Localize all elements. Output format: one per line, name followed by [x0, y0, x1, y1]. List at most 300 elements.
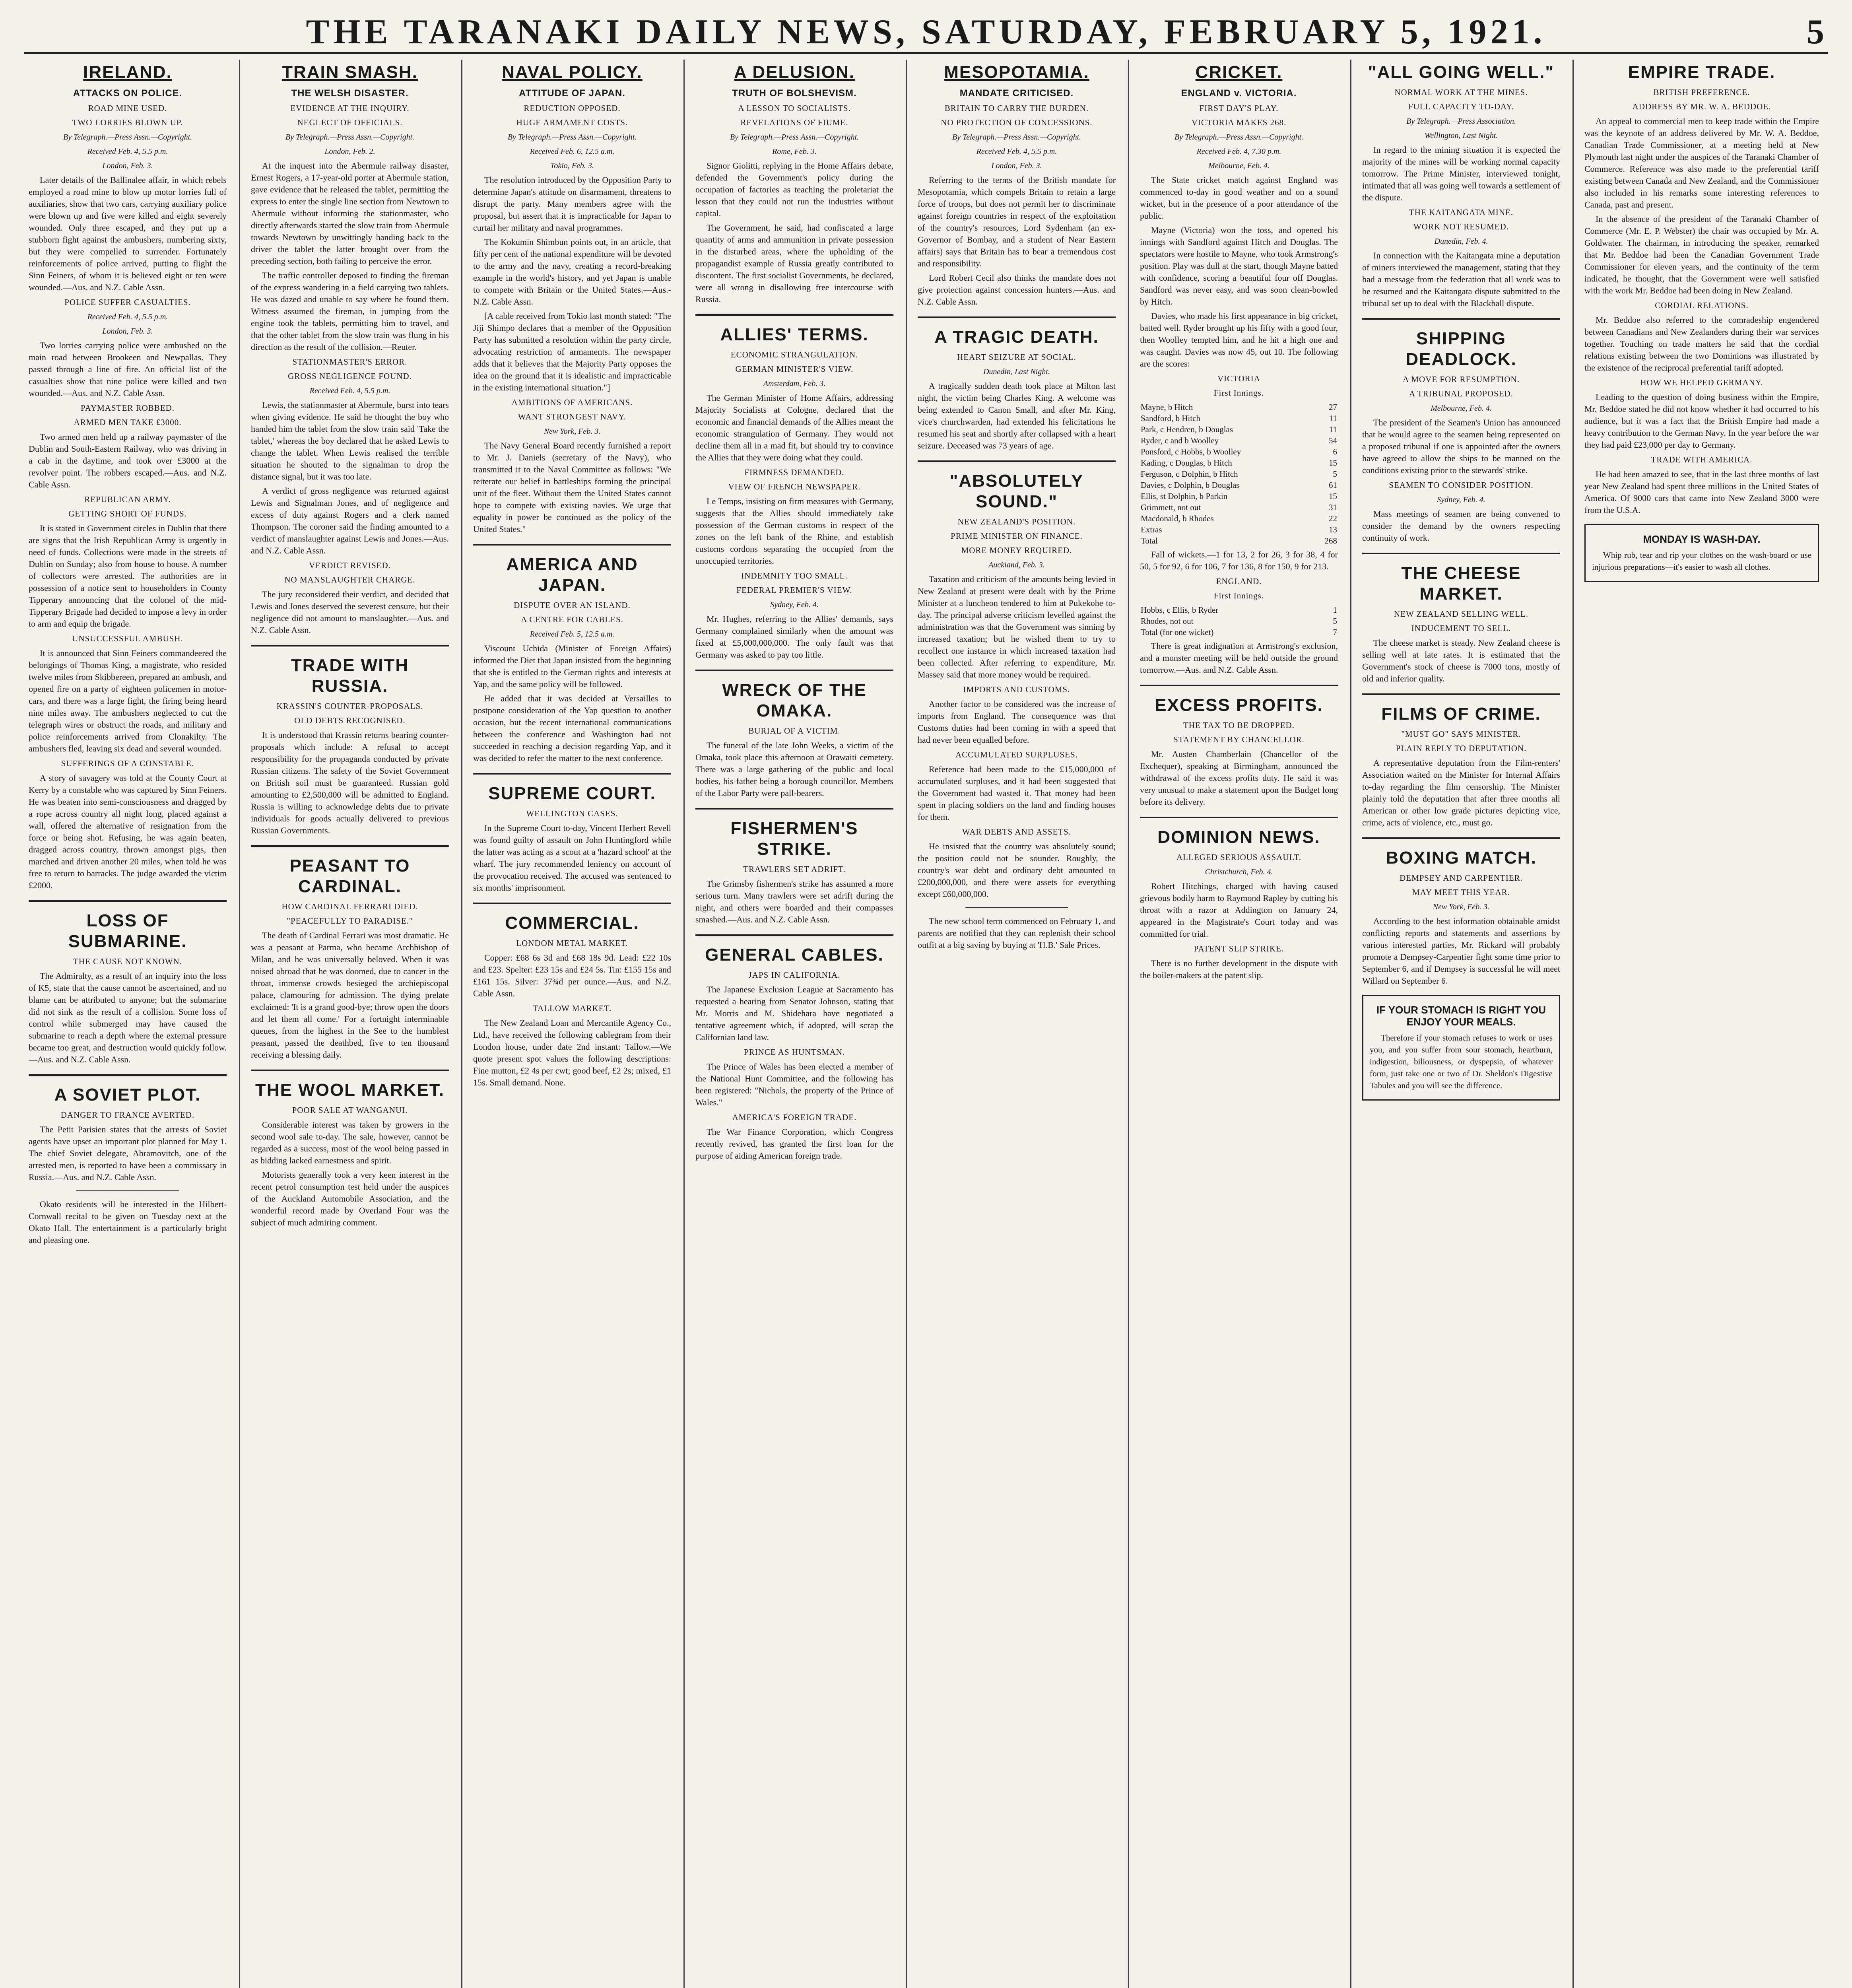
runs: 11 [1329, 425, 1337, 434]
score-row [1140, 413, 1338, 424]
batsman-entry: Total [1141, 536, 1158, 546]
batsman-entry: Ponsford, c Hobbs, b Woolley [1141, 447, 1241, 456]
subhead: NORMAL WORK AT THE MINES. [1394, 87, 1528, 97]
dateline: Received Feb. 6, 12.5 a.m. [530, 147, 615, 156]
headline-train-smash: TRAIN SMASH. [282, 62, 418, 82]
article-paragraph: Mr. Beddoe also referred to the comradeship engendered between Canadians and New Zealanders during their war services together. Touching on trade matters he said that the cordial relations existing between the two Dominions was illustrated by the existence of the reciprocal preferential tariff adopted. [1584, 315, 1819, 373]
subhead: HOW WE HELPED GERMANY. [1640, 378, 1763, 387]
ad-heading: IF YOUR STOMACH IS RIGHT YOU ENJOY YOUR MEALS. [1376, 1004, 1546, 1028]
section-divider [251, 645, 449, 646]
article-paragraph: Leading to the question of doing business within the Empire, Mr. Beddoe stated he did not know whether it had occurred to his audience, but it was a fact that the British Empire had made a heavy contribution to the German Navy. In the year before the war they had paid £23,000 per day to Germany. [1584, 392, 1819, 450]
subhead: GROSS NEGLIGENCE FOUND. [288, 371, 412, 381]
score-row [1140, 468, 1338, 480]
victoria-scorecard [1140, 402, 1338, 546]
byline: By Telegraph.—Press Association. [1406, 117, 1516, 126]
article-paragraph: He insisted that the country was absolutely sound; the position could not be sounder. Roughly, the country's war debt and ordinary debt amounted to £200,000,000, and there were assets for everything except £60,000,000. [918, 841, 1116, 899]
column-4 [695, 60, 893, 1988]
dateline: Dunedin, Feb. 4. [1434, 237, 1488, 246]
subhead: ARMED MEN TAKE £3000. [74, 417, 182, 427]
article-paragraph: He added that it was decided at Versailles to postpone consideration of the Yap question to another occasion, but the recent international communications between the conference and Washington had not succeeded in reaching a decision regarding Yap, and it was decided to refer the matter to the next conference. [473, 693, 671, 763]
score-row [1140, 491, 1338, 502]
dateline: London, Feb. 3. [102, 161, 153, 170]
article-paragraph: Mass meetings of seamen are being convened to consider the demand by the owners respecting continuity of work. [1362, 509, 1560, 543]
subhead: TRUTH OF BOLSHEVISM. [732, 88, 857, 99]
article-paragraph: Le Temps, insisting on firm measures with Germany, suggests that the Allies should immediately take possession of the German customs in respect of the zones on the left bank of the Rhine, and establish customs cordons separating the occupied from the unoccupied territories. [695, 496, 893, 566]
subhead: INDUCEMENT TO SELL. [1411, 623, 1511, 633]
headline-soviet-plot: A SOVIET PLOT. [54, 1085, 201, 1105]
dateline: Received Feb. 4, 5.5 p.m. [976, 147, 1057, 156]
article-paragraph: There is great indignation at Armstrong's exclusion, and a monster meeting will be held outside the ground tomorrow.—Aus. and N.Z. Cable Assn. [1140, 641, 1338, 675]
runs: 22 [1329, 514, 1337, 523]
article-paragraph: It is understood that Krassin returns bearing counter-proposals which include: A refusal to accept responsibility for the propaganda conducted by private Russian citizens. The safety of the Soviet Government on British soil must be guaranteed. Russian gold amounting to £2,500,000 will be admitted to England. Russia is willing to acknowledge debts due to private individuals for goods actually delivered to previous Russian Governments. [251, 730, 449, 835]
article-paragraph: In connection with the Kaitangata mine a deputation of miners interviewed the management, stating that they had a message from the federation that all work was to be resumed and the Kaitangata dispute submitted to the tribunal set up to deal with the Blackball dispute. [1362, 250, 1560, 308]
byline: By Telegraph.—Press Assn.—Copyright. [285, 133, 415, 142]
article-paragraph: [A cable received from Tokio last month stated: "The Jiji Shimpo declares that a member of the Opposition Party has submitted a resolution within the party circle, advocating restriction of armaments. The newspaper adds that it believes that the Majority Party opposes the idea on the ground that it is idealistic and impracticable in the existing international situation."] [473, 311, 671, 392]
score-row [1140, 524, 1338, 535]
article-paragraph: There is no further development in the dispute with the boiler-makers at the patent slip. [1140, 958, 1338, 980]
subhead: NEW ZEALAND'S POSITION. [957, 517, 1076, 526]
england-scorecard [1140, 604, 1338, 638]
subhead: THE WELSH DISASTER. [291, 88, 409, 99]
subhead: AMBITIONS OF AMERICANS. [511, 398, 633, 407]
subhead: STATIONMASTER'S ERROR. [292, 357, 408, 367]
dateline: Rome, Feb. 3. [772, 147, 817, 156]
article-paragraph: The Navy General Board recently furnished a report to Mr. J. Daniels (secretary of the Navy), who transmitted it to the Naval Committee as follows: "We reiterate our belief in battleships forming the principal unit of the fleet. Without them the United States cannot hope to compete with existing navies. We urge that equality in power be continued as the policy of the United States." [473, 441, 671, 534]
subhead: POLICE SUFFER CASUALTIES. [64, 297, 191, 307]
article-paragraph: A tragically sudden death took place at Milton last night, the victim being Charles King. A welcome was being extended to Canon Small, and after Mr. King, vice's churchwarden, had extended his felicitations he resumed his seat and shortly after collapsed with a heart seizure. Deceased was 73 years of age. [918, 381, 1116, 450]
runs: 268 [1324, 536, 1337, 546]
article-paragraph: Two lorries carrying police were ambushed on the main road between Brookeen and Newpallas. They passed through a line of fire. An official list of the casualties show that nine police were killed and two wounded.—Aus. and N.Z. Cable Assn. [29, 340, 227, 398]
article-paragraph: The jury reconsidered their verdict, and decided that Lewis and Jones deserved the severest censure, but their negligence did not amount to manslaughter.—Aus. and N.Z. Cable Assn. [251, 589, 449, 635]
section-divider [251, 1070, 449, 1071]
dateline: London, Feb. 3. [102, 327, 153, 336]
dateline: Melbourne, Feb. 4. [1431, 404, 1492, 413]
dateline: New York, Feb. 3. [544, 427, 601, 436]
headline-absolutely-sound: "ABSOLUTELY SOUND." [949, 471, 1084, 511]
dateline: Sydney, Feb. 4. [1437, 495, 1485, 504]
batsman-entry: Hobbs, c Ellis, b Ryder [1141, 605, 1219, 615]
advertisement-wash-day [1584, 524, 1819, 582]
subhead: "MUST GO" SAYS MINISTER. [1401, 729, 1521, 739]
dateline: Auckland, Feb. 3. [988, 561, 1045, 569]
subhead: SEAMEN TO CONSIDER POSITION. [1389, 480, 1534, 490]
score-row [1140, 535, 1338, 546]
batsman-entry: Mayne, b Hitch [1141, 402, 1193, 412]
article-paragraph: The German Minister of Home Affairs, addressing Majority Socialists at Cologne, declared that the economic and financial demands of the Allies meant the economic strangulation of Germany. They would not decline them all in a mad fit, but should try to convince the Allies that they were doing what they could. [695, 393, 893, 462]
batsman-entry: Total (for one wicket) [1141, 627, 1214, 637]
column-8 [1584, 60, 1819, 1988]
subhead: EVIDENCE AT THE INQUIRY. [290, 103, 410, 113]
column-2 [251, 60, 449, 1988]
batsman-entry: Extras [1141, 525, 1162, 534]
subhead: CORDIAL RELATIONS. [1655, 301, 1749, 310]
section-divider [29, 1074, 227, 1076]
section-divider [1140, 817, 1338, 818]
dateline: Received Feb. 4, 7.30 p.m. [1196, 147, 1281, 156]
runs: 6 [1333, 447, 1337, 456]
runs: 27 [1329, 402, 1337, 412]
article-paragraph: Another factor to be considered was the increase of imports from England. The consequence was that Customs duties had been coming in with a speed that had never been equalled before. [918, 699, 1116, 745]
article-paragraph: Mr. Hughes, referring to the Allies' demands, says Germany complained similarly when the amount was fixed at £5,000,000,000. The only fault was that Germany was asked to pay too little. [695, 614, 893, 660]
section-divider [473, 773, 671, 775]
ad-text: Therefore if your stomach refuses to work or uses you, and you suffer from sour stomach, heartburn, indigestion, biliousness, or dyspepsia, of whatever form, just take one or two of Dr. Sheldon's Digestive Tabules and you will see the difference. [1370, 1033, 1553, 1090]
subhead: ATTACKS ON POLICE. [73, 88, 182, 99]
score-row [1140, 627, 1338, 638]
article-paragraph: The death of Cardinal Ferrari was most dramatic. He was a peasant at Parma, who became Archbishop of Milan, and he was universally beloved. When it was noised abroad that he was doomed, due to cancer in the throat, immense crowds besieged the archiepiscopal palace, clamouring for admission. The dying prelate exclaimed: 'It is a grand good-bye; throw open the doors and let them all come.' For a fortnight interminable queues, from the highest in the See to the humblest peasant, passed the deathbed, five to ten thousand receiving a blessing daily. [251, 930, 449, 1060]
dateline: New York, Feb. 3. [1433, 903, 1490, 911]
newspaper-title: THE TARANAKI DAILY NEWS, SATURDAY, FEBRUARY 5, 1921. [306, 13, 1546, 51]
subhead: WANT STRONGEST NAVY. [518, 412, 627, 421]
subhead: TRAWLERS SET ADRIFT. [743, 864, 846, 874]
article-paragraph: In the Supreme Court to-day, Vincent Herbert Revell was found guilty of assault on John Huntingford while the latter was acting as a scout at a 'hazard school' at the wharf. The jury recommended leniency on account of the provocation received. The accused was sentenced to six months' imprisonment. [473, 823, 671, 893]
headline-tragic-death: A TRAGIC DEATH. [934, 327, 1099, 347]
byline: By Telegraph.—Press Assn.—Copyright. [507, 133, 637, 142]
score-row [1140, 435, 1338, 446]
advertisement-stomach [1362, 995, 1560, 1101]
column-rule [1128, 60, 1129, 1988]
dateline: Sydney, Feb. 4. [770, 600, 819, 609]
article-paragraph: Okato residents will be interested in the Hilbert-Cornwall recital to be given on Tuesday next at the Okato Hall. The entertainment is a particularly bright and pleasing one. [29, 1199, 227, 1245]
score-row [1140, 513, 1338, 524]
column-rule [683, 60, 685, 1988]
article-paragraph: It is announced that Sinn Feiners commandeered the belongings of Thomas King, a magistrate, who resided twelve miles from Skibbereen, prepared an ambush, and opened fire on a party of eighteen policemen in motor-cars, and there was a large fight, the firing being heard nine miles away. The ambushers neglected to cut the telegraph wires or obstruct the roads, and military and police reinforcements arrived from Clonakilty. The ambushers fled, leaving six dead and several wounded. [29, 648, 227, 753]
subhead: KRASSIN'S COUNTER-PROPOSALS. [276, 701, 423, 711]
subhead: REDUCTION OPPOSED. [524, 103, 621, 113]
score-row [1140, 615, 1338, 627]
subhead: A LESSON TO SOCIALISTS. [738, 103, 851, 113]
score-row [1140, 424, 1338, 435]
article-paragraph: A story of savagery was told at the County Court at Kerry by a constable who was captured by Sinn Feiners. He was beaten into semi-consciousness and dragged by a rope across country all night long, placed against a wall, offered the alternative of resignation from the force or being shot. Refusing, he was again beaten, dragged across country, thrown amongst pigs, then marched and driven another 20 miles, when told he was free to return to barracks. The judge awarded the victim £2000. [29, 773, 227, 890]
headline-films-of-crime: FILMS OF CRIME. [1381, 704, 1541, 724]
subhead: NO MANSLAUGHTER CHARGE. [284, 575, 415, 584]
article-paragraph: Referring to the terms of the British mandate for Mesopotamia, which compels Britain to retain a large force of troops, but does not permit her to discriminate against foreign countries in respect of the exploitation of the country's resources, Lord Sydenham (an ex-Governor of Bombay, and a student of Near Eastern affairs) says that Britain has to bear a tremendous cost and responsibility. [918, 175, 1116, 268]
headline-shipping-deadlock: SHIPPING DEADLOCK. [1406, 329, 1517, 369]
subhead: ALLEGED SERIOUS ASSAULT. [1176, 852, 1301, 862]
batsman-entry: Davies, c Dolphin, b Douglas [1141, 480, 1240, 490]
headline-mesopotamia: MESOPOTAMIA. [944, 62, 1089, 82]
subhead: ROAD MINE USED. [88, 103, 167, 113]
headline-fishermen-strike: FISHERMEN'S STRIKE. [730, 819, 858, 859]
subhead: REVELATIONS OF FIUME. [740, 118, 848, 127]
article-paragraph: The New Zealand Loan and Mercantile Agency Co., Ltd., have received the following cablegram from their London house, under date 2nd instant: Tallow.—We quote present spot values the following descriptions: Fine mutton, £2 4s per cwt; good beef, £2 2s; mixed, £1 15s. Small demand. None. [473, 1018, 671, 1087]
headline-naval-policy: NAVAL POLICY. [502, 62, 643, 82]
subhead: PATENT SLIP STRIKE. [1194, 944, 1284, 953]
runs: 31 [1329, 503, 1337, 512]
subhead: DANGER TO FRANCE AVERTED. [60, 1110, 195, 1120]
subhead: ENGLAND. [1216, 577, 1262, 586]
runs: 7 [1333, 627, 1337, 637]
subhead: VICTORIA [1217, 374, 1260, 383]
section-divider [695, 934, 893, 936]
section-divider [1362, 553, 1560, 554]
column-1 [29, 60, 227, 1988]
section-divider [1362, 693, 1560, 695]
article-paragraph: Robert Hitchings, charged with having caused grievous bodily harm to Raymond Rapley by cutting his throat with a razor at Addington on January 24, appeared in the Magistrate's Court today and was committed for trial. [1140, 881, 1338, 939]
dateline: Amsterdam, Feb. 3. [763, 379, 826, 388]
headline-america-japan: AMERICA AND JAPAN. [506, 555, 638, 595]
subhead: First Innings. [1213, 591, 1264, 600]
subhead: HEART SEIZURE AT SOCIAL. [957, 352, 1076, 362]
byline: By Telegraph.—Press Assn.—Copyright. [952, 133, 1081, 142]
section-divider [695, 808, 893, 810]
article-paragraph: The Petit Parisien states that the arrests of Soviet agents have upset an important plot planned for May 1. The chief Soviet delegate, Abramovitch, one of the arrested men, is reported to have been a commissary in Russia.—Aus. and N.Z. Cable Assn. [29, 1124, 227, 1182]
subhead: VERDICT REVISED. [309, 561, 391, 570]
article-paragraph: Davies, who made his first appearance in big cricket, batted well. Ryder brought up his fifty with a good four, then Woolley tempted him, and he hit a high one and was caught. Davies was now 45, out 10. The following are the scores: [1140, 311, 1338, 369]
batsman-entry: Macdonald, b Rhodes [1141, 514, 1214, 523]
article-paragraph: A verdict of gross negligence was returned against Lewis and Signalman Jones, and of negligence and excess of duty against Rogers and a clerk named Thompson. The coroner said the finding amounted to a verdict of manslaughter against Lewis and Jones.—Aus. and N.Z. Cable Assn. [251, 486, 449, 555]
article-paragraph: An appeal to commercial men to keep trade within the Empire was the keynote of an address delivered by Mr. W. A. Beddoe, Canadian Trade Commissioner, at a meeting held at New Plymouth last night under the auspices of the Taranaki Chamber of Commerce. Reference was also made to the preferential tariff existing between Canada and New Zealand, and the Commissioner also included in his remarks some interesting references to Canada, past and present. [1584, 116, 1819, 210]
runs: 5 [1333, 616, 1337, 626]
runs: 61 [1329, 480, 1337, 490]
subhead: A CENTRE FOR CABLES. [520, 615, 624, 624]
runs: 1 [1333, 605, 1337, 615]
article-paragraph: The president of the Seamen's Union has announced that he would agree to the seamen being represented on a proposed tribunal if one is appointed after the owners have agreed to allow the ships to be manned on the conditions existing prior to the stewards' strike. [1362, 417, 1560, 475]
subhead: POOR SALE AT WANGANUI. [292, 1105, 408, 1115]
headline-cricket: CRICKET. [1195, 62, 1283, 82]
dateline: Melbourne, Feb. 4. [1208, 161, 1270, 170]
runs: 13 [1329, 525, 1337, 534]
article-paragraph: In regard to the mining situation it is expected the majority of the mines will be working normal capacity tomorrow. The Prime Minister, interviewed tonight, intimated that all was going well towards a settlement of the dispute. [1362, 145, 1560, 202]
subhead: FEDERAL PREMIER'S VIEW. [736, 585, 852, 595]
headline-cheese-market: THE CHEESE MARKET. [1401, 563, 1521, 604]
subhead: GERMAN MINISTER'S VIEW. [735, 364, 854, 374]
subhead: UNSUCCESSFUL AMBUSH. [72, 634, 183, 643]
subhead: ECONOMIC STRANGULATION. [730, 350, 858, 359]
subhead: HUGE ARMAMENT COSTS. [516, 118, 628, 127]
article-paragraph: The Admiralty, as a result of an inquiry into the loss of K5, state that the cause cannot be ascertained, and no blame can be attributed to anyone; but the submarine did not sink as the result of a collision. Some loss of control while submerged may have caused the submarine to reach a depth where the external pressure became too great, and destruction would quickly follow.—Aus. and N.Z. Cable Assn. [29, 971, 227, 1064]
divider [76, 1190, 179, 1191]
subhead: TALLOW MARKET. [532, 1004, 612, 1013]
column-5 [918, 60, 1116, 1988]
subhead: TRADE WITH AMERICA. [1651, 455, 1753, 464]
headline-supreme-court: SUPREME COURT. [488, 784, 656, 803]
section-divider [473, 544, 671, 546]
score-row [1140, 446, 1338, 457]
article-paragraph: Lewis, the stationmaster at Abermule, burst into tears when giving evidence. He said he thought the boy who handed him the tablet from the slow train said 'Take the tablet,' whereas the boy declared that he asked Lewis to change the tablet. When Lewis realised the terrible situation he shouted to the signalman to drop the distance signal, but it was too late. [251, 400, 449, 481]
score-row [1140, 457, 1338, 468]
subhead: MORE MONEY REQUIRED. [961, 546, 1072, 555]
subhead: THE KAITANGATA MINE. [1409, 208, 1514, 217]
article-paragraph: The Japanese Exclusion League at Sacramento has requested a hearing from Senator Johnson, stating that Mr. Morris and M. Shidehara have negotiated a tentative agreement which, if adopted, will scrap the Californian land law. [695, 984, 893, 1042]
headline-allies-terms: ALLIES' TERMS. [720, 325, 869, 344]
subhead: MANDATE CRITICISED. [959, 88, 1074, 99]
subhead: FIRST DAY'S PLAY. [1199, 103, 1279, 113]
article-paragraph: The Kokumin Shimbun points out, in an article, that fifty per cent of the national expenditure will be devoted to the army and the navy, creating a record-breaking example in the world's history, and yet Japan is unable to compete with Britain or the United States.—Aus.-N.Z. Cable Assn. [473, 237, 671, 307]
subhead: NEW ZEALAND SELLING WELL. [1394, 609, 1528, 619]
byline: By Telegraph.—Press Assn.—Copyright. [63, 133, 192, 142]
section-divider [695, 314, 893, 316]
runs: 15 [1329, 491, 1337, 501]
subhead: DISPUTE OVER AN ISLAND. [514, 600, 631, 610]
ad-heading: MONDAY IS WASH-DAY. [1643, 533, 1761, 545]
section-divider [29, 900, 227, 902]
subhead: ENGLAND v. VICTORIA. [1181, 88, 1297, 99]
article-paragraph: Lord Robert Cecil also thinks the mandate does not give protection against concession hunters.—Aus. and N.Z. Cable Assn. [918, 273, 1116, 307]
subhead: PRINCE AS HUNTSMAN. [744, 1047, 845, 1057]
article-paragraph: Motorists generally took a very keen interest in the recent petrol consumption test held under the auspices of the Auckland Automobile Association, and the wonderful record made by Overland Four was the subject of much admiring comment. [251, 1170, 449, 1227]
subhead: FULL CAPACITY TO-DAY. [1408, 102, 1514, 111]
runs: 54 [1329, 436, 1337, 445]
column-6 [1140, 60, 1338, 1988]
headline-peasant-cardinal: PEASANT TO CARDINAL. [289, 856, 410, 896]
subhead: BRITAIN TO CARRY THE BURDEN. [944, 103, 1089, 113]
dateline: Dunedin, Last Night. [983, 367, 1050, 376]
subhead: THE TAX TO BE DROPPED. [1183, 720, 1295, 730]
article-paragraph: It is stated in Government circles in Dublin that there are signs that the Irish Republican Army is urgently in need of funds. Collections were made in the streets of Dublin on Sunday; also from house to house. A number of collectors were arrested. The authorities are in possession of a notice sent to householders in County Tipperary announcing that the colonel of the mid-Tipperary Brigade had decided to impose a levy in order to arm and equip the brigade. [29, 523, 227, 629]
column-rule [1350, 60, 1351, 1988]
subhead: SUFFERINGS OF A CONSTABLE. [61, 759, 194, 768]
subhead: IMPORTS AND CUSTOMS. [963, 685, 1070, 694]
batsman-entry: Kading, c Douglas, b Hitch [1141, 458, 1232, 468]
masthead [24, 8, 1828, 54]
batsman-entry: Grimmett, not out [1141, 503, 1201, 512]
batsman-entry: Ellis, st Dolphin, b Parkin [1141, 491, 1228, 501]
subhead: BURIAL OF A VICTIM. [748, 726, 841, 736]
dateline: Received Feb. 4, 5.5 p.m. [87, 313, 168, 321]
subhead: OLD DEBTS RECOGNISED. [294, 716, 406, 725]
column-rule [906, 60, 907, 1988]
article-paragraph: Copper: £68 6s 3d and £68 18s 9d. Lead: £22 10s and £23. Spelter: £23 15s and £24 5s. Tin: £155 15s and £161 15s. Silver: 37¾d per ounce.—Aus. and N.Z. Cable Assn. [473, 953, 671, 998]
section-divider [918, 316, 1116, 318]
subhead: FIRMNESS DEMANDED. [744, 468, 844, 477]
byline: By Telegraph.—Press Assn.—Copyright. [730, 133, 859, 142]
article-paragraph: Later details of the Ballinalee affair, in which rebels employed a road mine to blow up motor lorries full of auxiliaries, show that two cars, carrying auxiliary police were blown up and five were killed and eight severely wounded. Only three escaped, and they put up a stubborn fight against the ambushers, numbering sixty, but they were compelled to surrender. Fortunately reinforcements of police arrived, putting to flight the Sinn Feiners, of whom it is believed eight or ten were wounded.—Aus. and N.Z. Cable Assn. [29, 175, 227, 292]
article-paragraph: Two armed men held up a railway paymaster of the Dublin and South-Eastern Railway, who was driving in a cab in the daytime, and took over £3000 at the revolver point. The robbers escaped.—Aus. and N.Z. Cable Assn. [29, 432, 227, 489]
score-row [1140, 502, 1338, 513]
dateline: Received Feb. 5, 12.5 a.m. [530, 630, 615, 639]
article-paragraph: Taxation and criticism of the amounts being levied in New Zealand at present were dealt with by the Prime Minister at a luncheon tendered to him at Pukekohe to-day. The principal adverse criticism levelled against the administration was that the Government was sinning by increased taxation; but he wished them to try to recollect one instance in which increased taxation had been collected. After referring to expenditure, Mr. Massey said that more money would be required. [918, 574, 1116, 679]
score-row [1140, 480, 1338, 491]
subhead: WAR DEBTS AND ASSETS. [962, 827, 1072, 837]
section-divider [1362, 837, 1560, 839]
headline-trade-russia: TRADE WITH RUSSIA. [291, 656, 409, 696]
headline-boxing-match: BOXING MATCH. [1386, 848, 1537, 868]
subhead: PRIME MINISTER ON FINANCE. [951, 531, 1083, 541]
subhead: LONDON METAL MARKET. [516, 938, 628, 948]
article-paragraph: Fall of wickets.—1 for 13, 2 for 26, 3 for 38, 4 for 50, 5 for 92, 6 for 106, 7 for 136, 8 for 150, 9 for 213. [1140, 549, 1338, 571]
dateline: Tokio, Feb. 3. [550, 161, 594, 170]
article-paragraph: Reference had been made to the £15,000,000 of accumulated surpluses, and it had been suggested that the Government had wasted it. That money had been spent in placing soldiers on the land and finding houses for them. [918, 764, 1116, 822]
headline-all-going-well: "ALL GOING WELL." [1368, 62, 1555, 82]
runs: 11 [1329, 414, 1337, 423]
dateline: London, Feb. 3. [991, 161, 1042, 170]
batsman-entry: Park, c Hendren, b Douglas [1141, 425, 1233, 434]
subhead: WELLINGTON CASES. [526, 809, 618, 818]
column-rule [461, 60, 462, 1988]
batsman-entry: Ferguson, c Dolphin, b Hitch [1141, 469, 1238, 479]
headline-excess-profits: EXCESS PROFITS. [1155, 695, 1323, 715]
article-paragraph: Viscount Uchida (Minister of Foreign Affairs) informed the Diet that Japan insisted from the beginning that she is entitled to the German rights and interests at Yap, and the same policy will be followed. [473, 643, 671, 689]
subhead: PLAIN REPLY TO DEPUTATION. [1396, 744, 1527, 753]
section-divider [1140, 685, 1338, 686]
dateline: Christchurch, Feb. 4. [1205, 868, 1273, 876]
dateline: London, Feb. 2. [324, 147, 375, 156]
subhead: NO PROTECTION OF CONCESSIONS. [941, 118, 1093, 127]
divider [965, 907, 1068, 908]
subhead: MAY MEET THIS YEAR. [1412, 887, 1510, 897]
subhead: PAYMASTER ROBBED. [80, 403, 175, 413]
runs: 15 [1329, 458, 1337, 468]
article-paragraph: The funeral of the late John Weeks, a victim of the Omaka, took place this afternoon at Orawaiti cemetery. There was a large gathering of the public and local bodies, his father being a borough councillor. Members of the Labor Party were pall-bearers. [695, 740, 893, 798]
subhead: ACCUMULATED SURPLUSES. [955, 750, 1078, 759]
subhead: A TRIBUNAL PROPOSED. [1409, 389, 1514, 398]
article-paragraph: The cheese market is steady. New Zealand cheese is selling well at late rates. It is estimated that the Government's stock of cheese is 7000 tons, mostly of old and inferior quality. [1362, 638, 1560, 683]
section-divider [1362, 318, 1560, 320]
subhead: ADDRESS BY MR. W. A. BEDDOE. [1632, 102, 1771, 111]
subhead: ATTITUDE OF JAPAN. [519, 88, 625, 99]
headline-general-cables: GENERAL CABLES. [705, 945, 884, 965]
headline-ireland: IRELAND. [83, 62, 172, 82]
subhead: JAPS IN CALIFORNIA. [748, 970, 841, 980]
column-rule [1572, 60, 1574, 1988]
article-paragraph: Mayne (Victoria) won the toss, and opened his innings with Sandford against Hitch and Douglas. The spectators were hostile to Mayne, who took Armstrong's position. Play was dull at the start, though Mayne batted with confidence, scoring a beautiful four off Douglas. Sandford was never easy, and was soon clean-bowled by Hitch. [1140, 225, 1338, 307]
dateline: Wellington, Last Night. [1424, 131, 1498, 140]
article-paragraph: The State cricket match against England was commenced to-day in good weather and on a sound wicket, but in the presence of a poor attendance of the public. [1140, 175, 1338, 221]
runs: 5 [1333, 469, 1337, 479]
column-7 [1362, 60, 1560, 1988]
article-paragraph: The traffic controller deposed to finding the fireman of the express wandering in a field carrying two tablets. He was dazed and unable to say where he found them. Witness assumed the fireman, in jumping from the engine took the tablets, permitting him to travel, and that the other tablet from the slow train was flung in his direction as the result of the collision.—Reuter. [251, 270, 449, 352]
headline-commercial: COMMERCIAL. [505, 913, 639, 933]
subhead: NEGLECT OF OFFICIALS. [297, 118, 403, 127]
article-paragraph: According to the best information obtainable amidst conflicting reports and statements and assertions by various interested parties, Mr. Rickard will probably promote a Dempsey-Carpentier fight some time prior to September 6, and if Dempsey is successful he will meet Willard on September 6. [1362, 916, 1560, 986]
subhead: VICTORIA MAKES 268. [1191, 118, 1287, 127]
headline-dominion-news: DOMINION NEWS. [1157, 827, 1320, 847]
subhead: "PEACEFULLY TO PARADISE." [287, 916, 413, 926]
headline-wool-market: THE WOOL MARKET. [255, 1080, 445, 1100]
article-paragraph: Mr. Austen Chamberlain (Chancellor of the Exchequer), speaking at Birmingham, announced the withdrawal of the excess profits duty. He said it was very unusual to make a statement upon the Budget long before its delivery. [1140, 749, 1338, 807]
article-paragraph: At the inquest into the Abermule railway disaster, Ernest Rogers, a 17-year-old porter at Abermule station, gave evidence that he released the tablet, permitting the express to enter the single line section from Newtown to Abermule without informing the stationmaster, who directly afterwards started the slow train from Abermule towards Newtown by unwittingly handing back to the driver the tablet the latter brought over from the preceding section, both failing to perceive the error. [251, 161, 449, 266]
batsman-entry: Ryder, c and b Woolley [1141, 436, 1219, 445]
article-paragraph: Signor Giolitti, replying in the Home Affairs debate, defended the Government's policy during the occupation of factories as teaching the proletariat the lesson that they could not run the industries without capital. [695, 161, 893, 218]
subhead: BRITISH PREFERENCE. [1653, 87, 1750, 97]
section-divider [251, 845, 449, 847]
headline-wreck-omaka: WRECK OF THE OMAKA. [722, 680, 867, 720]
page-number: 5 [1807, 13, 1824, 51]
subhead: VIEW OF FRENCH NEWSPAPER. [728, 482, 861, 491]
subhead: WORK NOT RESUMED. [1413, 222, 1509, 231]
batsman-entry: Sandford, b Hitch [1141, 414, 1200, 423]
batsman-entry: Rhodes, not out [1141, 616, 1194, 626]
score-row [1140, 604, 1338, 615]
article-paragraph: Considerable interest was taken by growers in the second wool sale to-day. The sale, however, cannot be regarded as a success, most of the wool being passed in as bidding lacked earnestness and spirit. [251, 1120, 449, 1165]
article-paragraph: In the absence of the president of the Taranaki Chamber of Commerce (Mr. E. P. Webster) the chair was occupied by Mr. A. Goldwater. The chairman, in introducing the speaker, remarked that Mr. Beddoe had been the Canadian Government Trade Commissioner for eleven years, and the continuity of the term indicated, he thought, that the Government were well satisfied with the work Mr. Beddoe had been doing in New Zealand. [1584, 214, 1819, 295]
subhead: HOW CARDINAL FERRARI DIED. [281, 902, 418, 911]
subhead: A MOVE FOR RESUMPTION. [1403, 375, 1520, 384]
article-paragraph: The resolution introduced by the Opposition Party to determine Japan's attitude on disarmament, threatens to disrupt the party. Many members agree with the proposal, but assert that it is impracticable for Japan to curtail her military and naval programmes. [473, 175, 671, 233]
dateline: Received Feb. 4, 5.5 p.m. [87, 147, 168, 156]
subhead: THE CAUSE NOT KNOWN. [73, 957, 182, 966]
subhead: AMERICA'S FOREIGN TRADE. [732, 1112, 857, 1122]
headline-empire-trade: EMPIRE TRADE. [1628, 62, 1776, 82]
subhead: TWO LORRIES BLOWN UP. [72, 118, 183, 127]
article-paragraph: The Government, he said, had confiscated a large quantity of arms and ammunition in private possession in the disturbed areas, where the upholding of the propagandist example of Russia greatly contributed to discontent. The first socialist Governments, he declared, were all wrong in disallowing free intercourse with Russia. [695, 223, 893, 304]
subhead: STATEMENT BY CHANCELLOR. [1173, 735, 1305, 744]
subhead: GETTING SHORT OF FUNDS. [68, 509, 187, 518]
subhead: DEMPSEY AND CARPENTIER. [1400, 873, 1523, 883]
article-paragraph: He had been amazed to see, that in the last three months of last year New Zealand had spent three millions in the United States of America. Of 9000 cars that came into New Zealand 3000 were from the U.S.A. [1584, 469, 1819, 515]
ad-text: Whip rub, tear and rip your clothes on the wash-board or use injurious preparations—it's easier to wash all clothes. [1592, 550, 1811, 572]
section-divider [918, 460, 1116, 462]
section-divider [473, 903, 671, 904]
headline-submarine: LOSS OF SUBMARINE. [68, 911, 187, 951]
subhead: First Innings. [1213, 388, 1264, 398]
article-paragraph: The War Finance Corporation, which Congress recently revived, has granted the first loan for the purpose of aiding American foreign trade. [695, 1127, 893, 1161]
subhead: REPUBLICAN ARMY. [84, 495, 171, 504]
subhead: INDEMNITY TOO SMALL. [741, 571, 848, 580]
column-rule [239, 60, 240, 1988]
column-3 [473, 60, 671, 1988]
article-paragraph: The new school term commenced on February 1, and parents are notified that they can replenish their school outfit at a big saving by buying at 'H.B.' Sale Prices. [918, 916, 1116, 950]
